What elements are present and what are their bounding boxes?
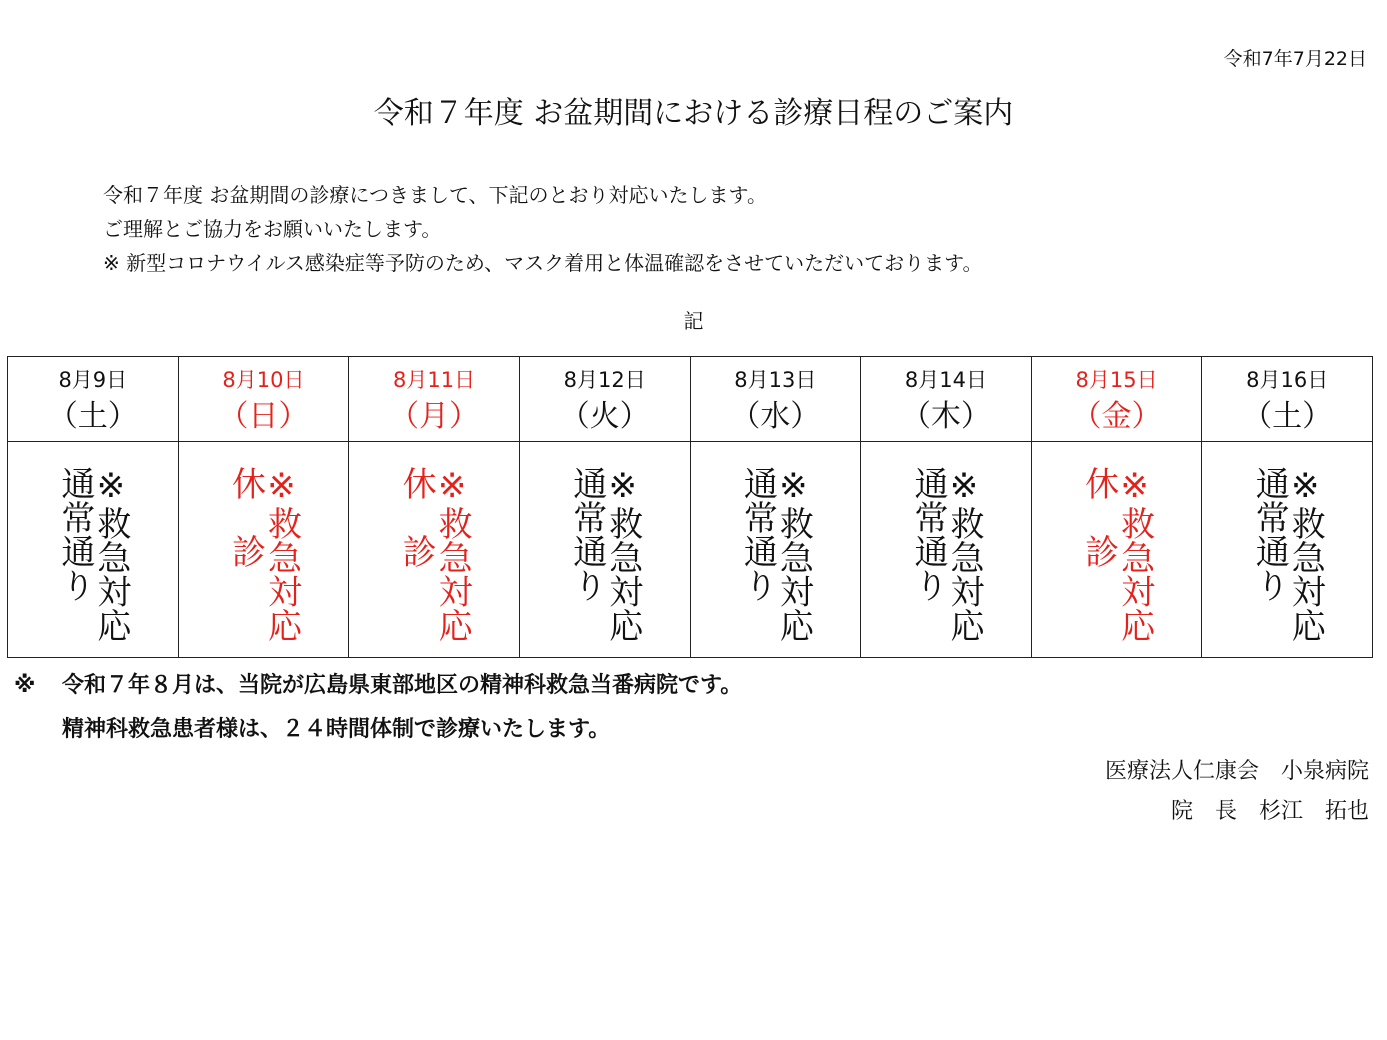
day-status: ※救急対応 通常通り — [907, 466, 984, 642]
day-date: 8月9日 — [58, 368, 128, 392]
day-status-cell — [690, 442, 861, 658]
day-status: ※救急対応 休 診 — [1078, 466, 1155, 642]
day-date: 8月16日 — [1246, 368, 1329, 392]
day-header — [861, 357, 1032, 442]
day-weekday: （金） — [1071, 399, 1162, 434]
day-status-cell — [178, 442, 349, 658]
day-date: 8月10日 — [222, 368, 305, 392]
day-header — [519, 357, 690, 442]
day-status-cell — [349, 442, 520, 658]
day-date: 8月15日 — [1075, 368, 1158, 392]
ki-heading: 記 — [683, 309, 704, 333]
day-header — [1031, 357, 1202, 442]
note-text: 精神科救急患者様は、２４時間体制で診療いたします。 — [62, 717, 611, 742]
day-date: 8月13日 — [734, 368, 817, 392]
day-status-cell — [1202, 442, 1373, 658]
day-weekday: （土） — [47, 399, 138, 434]
note-line — [14, 708, 742, 752]
page-title: 令和７年度 お盆期間における診療日程のご案内 — [373, 96, 1014, 131]
intro-text — [103, 178, 983, 280]
signature-person: 院 長 杉江 拓也 — [1170, 799, 1369, 824]
emergency-notes — [14, 664, 742, 752]
day-header — [690, 357, 861, 442]
day-status: ※救急対応 通常通り — [1249, 466, 1326, 642]
day-status-cell — [861, 442, 1032, 658]
day-date: 8月12日 — [563, 368, 646, 392]
day-date: 8月11日 — [393, 368, 476, 392]
note-mark: ※ — [14, 673, 36, 698]
intro-line: 令和７年度 お盆期間の診療につきまして、下記のとおり対応いたします。 — [103, 183, 767, 207]
day-weekday: （日） — [218, 399, 309, 434]
day-weekday: （水） — [730, 399, 821, 434]
day-weekday: （月） — [389, 399, 480, 434]
day-header — [1202, 357, 1373, 442]
note-text: 令和７年８月は、当院が広島県東部地区の精神科救急当番病院です。 — [62, 673, 743, 698]
day-status-cell — [8, 442, 179, 658]
day-status: ※救急対応 通常通り — [54, 466, 131, 642]
day-weekday: （木） — [900, 399, 991, 434]
day-header — [178, 357, 349, 442]
day-status: ※救急対応 通常通り — [566, 466, 643, 642]
day-header — [8, 357, 179, 442]
day-status-cell — [1031, 442, 1202, 658]
schedule-header-row — [8, 357, 1373, 442]
day-status: ※救急対応 休 診 — [396, 466, 473, 642]
day-date: 8月14日 — [904, 368, 987, 392]
day-weekday: （火） — [559, 399, 650, 434]
day-header — [349, 357, 520, 442]
day-status: ※救急対応 通常通り — [737, 466, 814, 642]
note-line — [14, 664, 742, 708]
day-weekday: （土） — [1242, 399, 1333, 434]
schedule-table — [7, 356, 1373, 658]
schedule-status-row — [8, 442, 1373, 658]
intro-line: ※ 新型コロナウイルス感染症等予防のため、マスク着用と体温確認をさせていただいております。 — [103, 251, 983, 275]
signature-org: 医療法人仁康会 小泉病院 — [1104, 759, 1369, 784]
issue-date: 令和7年7月22日 — [1223, 48, 1367, 70]
day-status-cell — [519, 442, 690, 658]
signature — [1105, 752, 1369, 832]
intro-line: ご理解とご協力をお願いいたします。 — [103, 217, 442, 241]
day-status: ※救急対応 休 診 — [225, 466, 302, 642]
